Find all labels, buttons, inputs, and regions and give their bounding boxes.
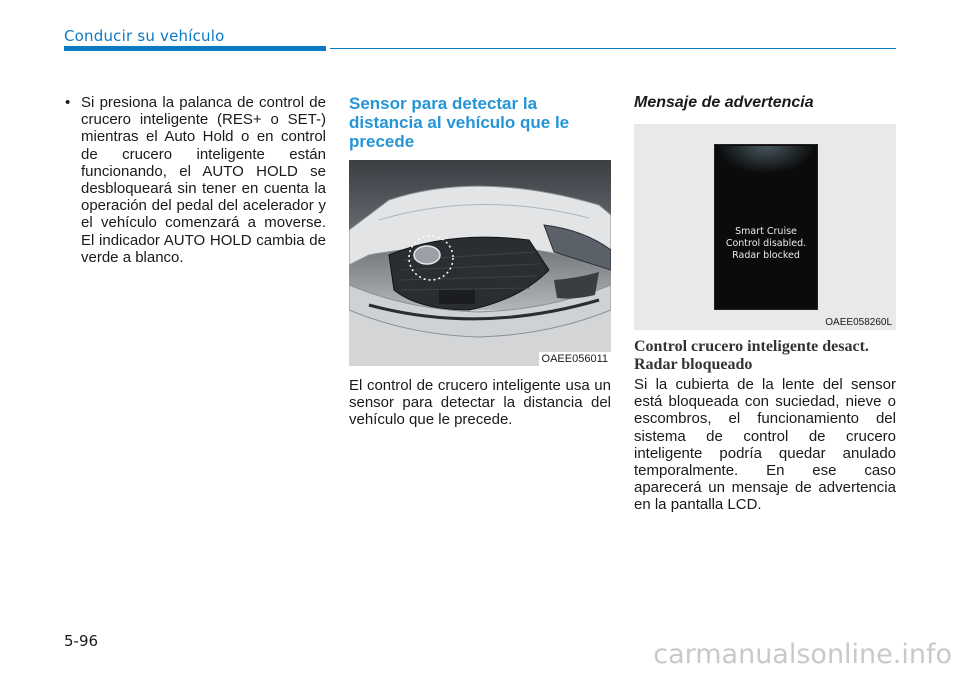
lcd-line: Control disabled. [725, 238, 807, 249]
watermark: carmanualsonline.info [653, 639, 952, 670]
header-rule-thin [330, 48, 896, 49]
lcd-screen [714, 144, 818, 310]
section-title: Conducir su vehículo [64, 27, 225, 45]
warning-heading: Mensaje de advertencia [634, 94, 814, 111]
bullet-dot: • [65, 94, 71, 111]
lcd-warning-figure [634, 124, 896, 330]
car-front-drawing [349, 160, 611, 366]
lcd-line: Smart Cruise [735, 226, 797, 237]
header-rule-thick [64, 46, 326, 51]
column-left [64, 94, 326, 266]
lcd-message [714, 226, 818, 262]
radar-blocked-description: Si la cubierta de la lente del sensor está bloqueada con suciedad, nieve o escombros, el funcionamiento del sistema de control de crucero inteligente podría quedar anulado temporalmente. En ese caso aparecerá un mensaje de advertencia en la pantalla LCD. [634, 376, 896, 514]
figure-code-lcd: OAEE058260L [825, 317, 892, 328]
bullet-text: Si presiona la palanca de control de crucero inteligente (RES+ o SET-) mientras el Auto Hold o en control de crucero inteligente están funcionando, el AUTO HOLD se desbloqueará sin tener en cuenta la operación del pedal del acelerador y el vehículo comenzará a moverse. El indicador AUTO HOLD cambia de verde a blanco. [81, 94, 326, 266]
bullet-item [64, 94, 326, 266]
lcd-glow [716, 146, 816, 174]
figure-code-car: OAEE056011 [539, 352, 611, 366]
car-front-illustration [349, 160, 611, 366]
sensor-heading: Sensor para detectar la distancia al vehículo que le precede [349, 94, 570, 151]
lcd-line: Radar blocked [732, 250, 800, 261]
radar-blocked-subheading: Control crucero inteligente desact. Radar bloqueado [634, 338, 869, 373]
page-number: 5-96 [64, 632, 99, 650]
sensor-description: El control de crucero inteligente usa un sensor para detectar la distancia del vehículo que le precede. [349, 377, 611, 429]
